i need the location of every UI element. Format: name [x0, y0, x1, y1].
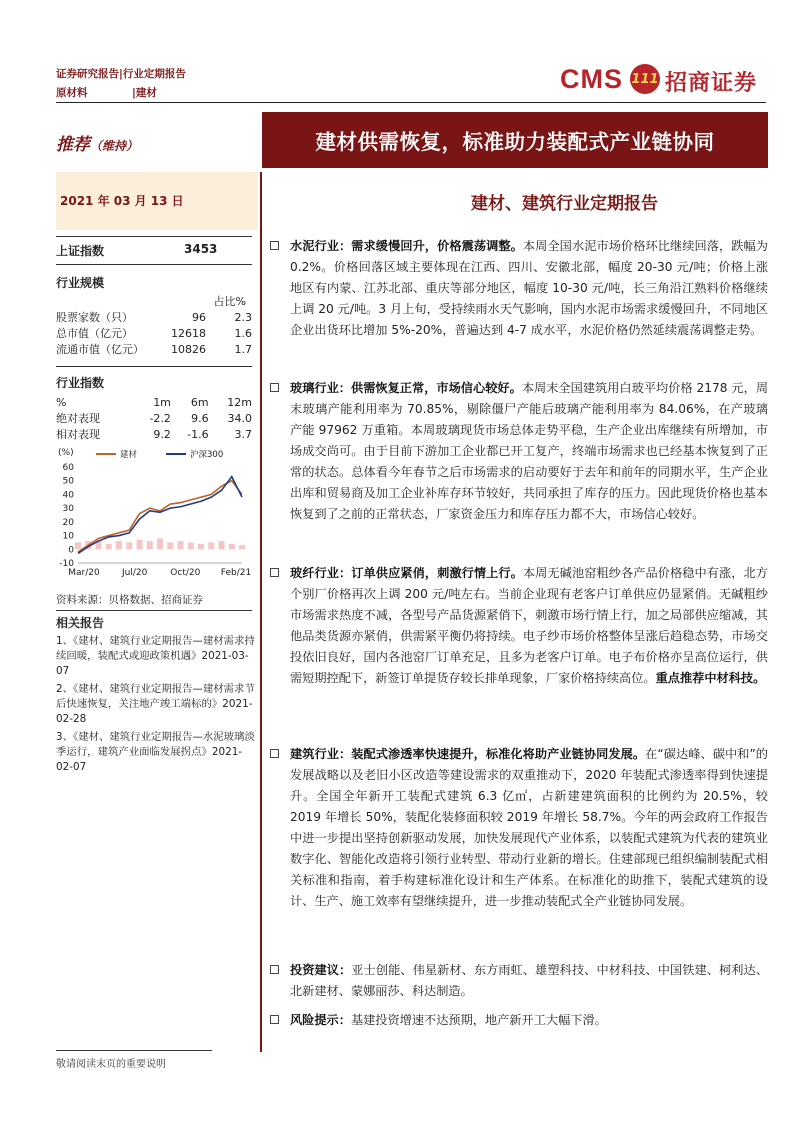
vertical-divider — [260, 172, 262, 1052]
rating — [56, 130, 138, 155]
bullet-cement — [270, 236, 768, 341]
sector-right: |建材 — [132, 87, 157, 99]
table-row: % 1m 6m 12m — [56, 395, 252, 409]
rule — [56, 610, 252, 611]
x-tick-label: Jul/20 — [121, 568, 148, 578]
chart-source: 资料来源：贝格数据、招商证券 — [56, 594, 203, 606]
relative-bar — [188, 542, 194, 549]
bullet-head: 投资建议： — [290, 963, 352, 977]
relative-bar — [229, 544, 235, 549]
relative-bar — [198, 544, 204, 549]
report-title: 建材供需恢复，标准助力装配式产业链协同 — [262, 112, 768, 168]
bullet-head: 玻纤行业：订单供应紧俏，刺激行情上行。 — [290, 566, 523, 580]
relative-bar — [178, 541, 184, 549]
perf-table — [56, 394, 252, 442]
bullet-head: 建筑行业：装配式渗透率快速提升，标准化将助产业链协同发展。 — [290, 747, 646, 761]
checkbox-icon — [270, 568, 279, 577]
date-bar — [56, 172, 258, 230]
checkbox-icon — [270, 383, 279, 392]
logo-emblem-icon: 111 — [630, 64, 660, 94]
relative-bar — [126, 542, 132, 549]
relative-bar — [116, 541, 122, 549]
scale-title: 行业规模 — [56, 276, 105, 290]
relative-bar — [208, 542, 214, 549]
y-tick-label: 20 — [62, 517, 74, 528]
legend-label: 沪深300 — [190, 450, 224, 460]
bullet-risk — [270, 1010, 768, 1031]
bullet-body: 本周末全国建筑用白玻平均价格 2178 元，周末玻璃产能利用率为 70.85%，剔除僵尸产能后玻璃产能利用率为 84.06%，在产玻璃产能 97962 万重箱。本周玻璃现货市场总体走势平稳，生产企业出库继续有所增加，市场成交尚可。由于目前下游加工企业都已开工复产，终端市场需求也已经基本恢复到了正常的状态。总体看今年春节之后市场需求的启动要好于去年和前年的同期水平，生产企业出库和贸易商及加工企业补库存环节较好，共同承担了库存的压力。因此现货价格也基本恢复到了之前的正常状态，厂家资金压力和库存压力都不大，市场信心较好。 — [290, 381, 768, 521]
footer-note: 敬请阅读末页的重要说明 — [56, 1059, 166, 1070]
table-row: 流通市值（亿元） 10826 1.7 — [56, 342, 252, 356]
rating-sub: （维持） — [90, 139, 139, 153]
relative-bar — [147, 541, 153, 549]
table-row: 股票家数（只） 96 2.3 — [56, 310, 252, 324]
bullet-body: 亚士创能、伟星新材、东方雨虹、雄塑科技、中材科技、中国铁建、柯利达、北新建材、蒙娜丽莎、科达制造。 — [290, 963, 769, 998]
y-tick-label: 30 — [62, 504, 74, 515]
bullet-head: 水泥行业：需求缓慢回升，价格震荡调整。 — [290, 239, 523, 253]
report-type: 证券研究报告|行业定期报告 — [56, 68, 186, 80]
bullet-head: 玻璃行业：供需恢复正常，市场信心较好。 — [290, 381, 522, 395]
scale-pct-header: 占比% — [213, 295, 246, 308]
checkbox-icon — [270, 241, 279, 250]
bullet-body: 本周无碱池窑粗纱各产品价格稳中有涨，北方个别厂价格再次上调 200 元/吨左右。当前企业现有老客户订单供应仍显紧俏。无碱粗纱市场需求热度不减，各型号产品货源紧俏下，刺激市场行情上行，加之局部供应缩减，其他品类货源亦紧俏，供需紧平衡仍将持续。电子纱市场价格整体呈涨后趋稳态势，市场交投依旧良好，国内各池窑厂订单充足，且多为老客户订单。电子布价格亦呈高位运行，供需短期控配下，新签订单提货存较长排单现象，厂家价格持续高位。 — [290, 566, 768, 685]
logo-chinese: 招商证券 — [665, 71, 758, 96]
y-axis-label: (%) — [58, 448, 74, 458]
x-tick-label: Mar/20 — [68, 568, 100, 578]
rule — [56, 264, 252, 265]
rule — [56, 366, 252, 367]
related-title: 相关报告 — [56, 616, 105, 630]
logo-text: CMS — [560, 64, 623, 94]
cms-logo — [560, 62, 770, 100]
y-tick-label: -10 — [59, 559, 74, 569]
bullet-body: 本周全国水泥市场价格环比继续回落，跌幅为 0.2%。价格回落区域主要体现在江西、四川、安徽北部，幅度 20-30 元/吨；价格上涨地区有内蒙、江苏北部、重庆等部分地区，幅度 10-30 元/吨，长三角沿江熟料价格继续上调 20 元/吨。3 月上旬，受持续雨水天气影响，国内水泥市场需求缓慢回升，不同地区企业出货环比增加 5%-20%，普遍达到 4-7 成水平，水泥价格仍然延续震荡调整走势。 — [290, 239, 768, 337]
relative-bar — [239, 545, 245, 549]
y-tick-label: 0 — [68, 545, 74, 556]
relative-bar — [219, 541, 225, 549]
bullet-tail: 重点推荐中材科技。 — [655, 671, 766, 685]
y-tick-label: 40 — [62, 490, 74, 501]
relative-bar — [167, 542, 173, 549]
y-tick-label: 50 — [62, 476, 74, 487]
relative-bar — [137, 540, 143, 550]
report-date: 2021 年 03 月 13 日 — [60, 194, 184, 208]
bullet-construction — [270, 744, 768, 912]
table-row: 绝对表现 -2.2 9.6 34.0 — [56, 411, 252, 425]
report-subtitle: 建材、建筑行业定期报告 — [471, 193, 658, 214]
x-tick-label: Feb/21 — [220, 568, 252, 578]
x-tick-label: Oct/20 — [170, 568, 201, 578]
bullet-body: 基建投资增速不达预期，地产新开工大幅下滑。 — [350, 1013, 607, 1027]
bullet-investment — [270, 960, 768, 1002]
header-rule — [56, 102, 766, 103]
relative-bar — [75, 542, 81, 549]
checkbox-icon — [270, 749, 279, 758]
index-value: 3453 — [184, 242, 218, 256]
table-row: 相对表现 9.2 -1.6 3.7 — [56, 427, 252, 441]
bullet-glass — [270, 378, 768, 525]
checkbox-icon — [270, 965, 279, 974]
related-item[interactable]: 2、《建材、建筑行业定期报告—建材需求节后快速恢复，关注地产竣工端标的》2021-02-28 — [56, 683, 255, 725]
footer-rule — [56, 1050, 212, 1051]
sector-left: 原材料 — [56, 87, 88, 99]
y-tick-label: 10 — [62, 531, 74, 542]
table-row: 总市值（亿元） 12618 1.6 — [56, 326, 252, 340]
rule — [56, 236, 252, 237]
perf-title: 行业指数 — [56, 376, 105, 390]
bullet-body: 在“碳达峰、碳中和”的发展战略以及老旧小区改造等建设需求的双重推动下，2020 年装配式渗透率得到快速提升。全国全年新开工装配式建筑 6.3 亿㎡，占新建建筑面积的比例约为 20.5%，较 2019 年增长 50%，装配化装修面积较 2019 年增长 58.7%。今年的两会政府工作报告中进一步提出坚持创新驱动发展，加快发展现代产业体系，以装配式建筑为代表的建筑业数字化、智能化改造将引领行业转型、带动行业新的增长。住建部现已组织编制装配式相关标准和指南，着手构建标准化设计和生产体系。在标准化的助推下，装配式建筑的设计、生产、施工效率有望继续提升，进一步推动装配式全产业链协同发展。 — [290, 747, 768, 908]
related-item[interactable]: 3、《建材、建筑行业定期报告—水泥玻璃淡季运行，建筑产业面临发展拐点》2021-02-07 — [56, 731, 255, 773]
bullet-fiberglass — [270, 563, 768, 689]
rating-label: 推荐 — [56, 135, 90, 155]
checkbox-icon — [270, 1015, 279, 1024]
index-label: 上证指数 — [56, 244, 105, 258]
related-item[interactable]: 1、《建材、建筑行业定期报告—建材需求持续回暖，装配式或迎政策机遇》2021-03-07 — [56, 635, 255, 677]
relative-bar — [157, 538, 163, 549]
bullet-head: 风险提示： — [290, 1013, 351, 1027]
y-tick-label: 60 — [62, 463, 74, 473]
relative-bar — [106, 544, 112, 549]
legend-label: 建材 — [120, 450, 138, 460]
index-chart — [56, 445, 252, 585]
scale-table — [56, 309, 252, 357]
